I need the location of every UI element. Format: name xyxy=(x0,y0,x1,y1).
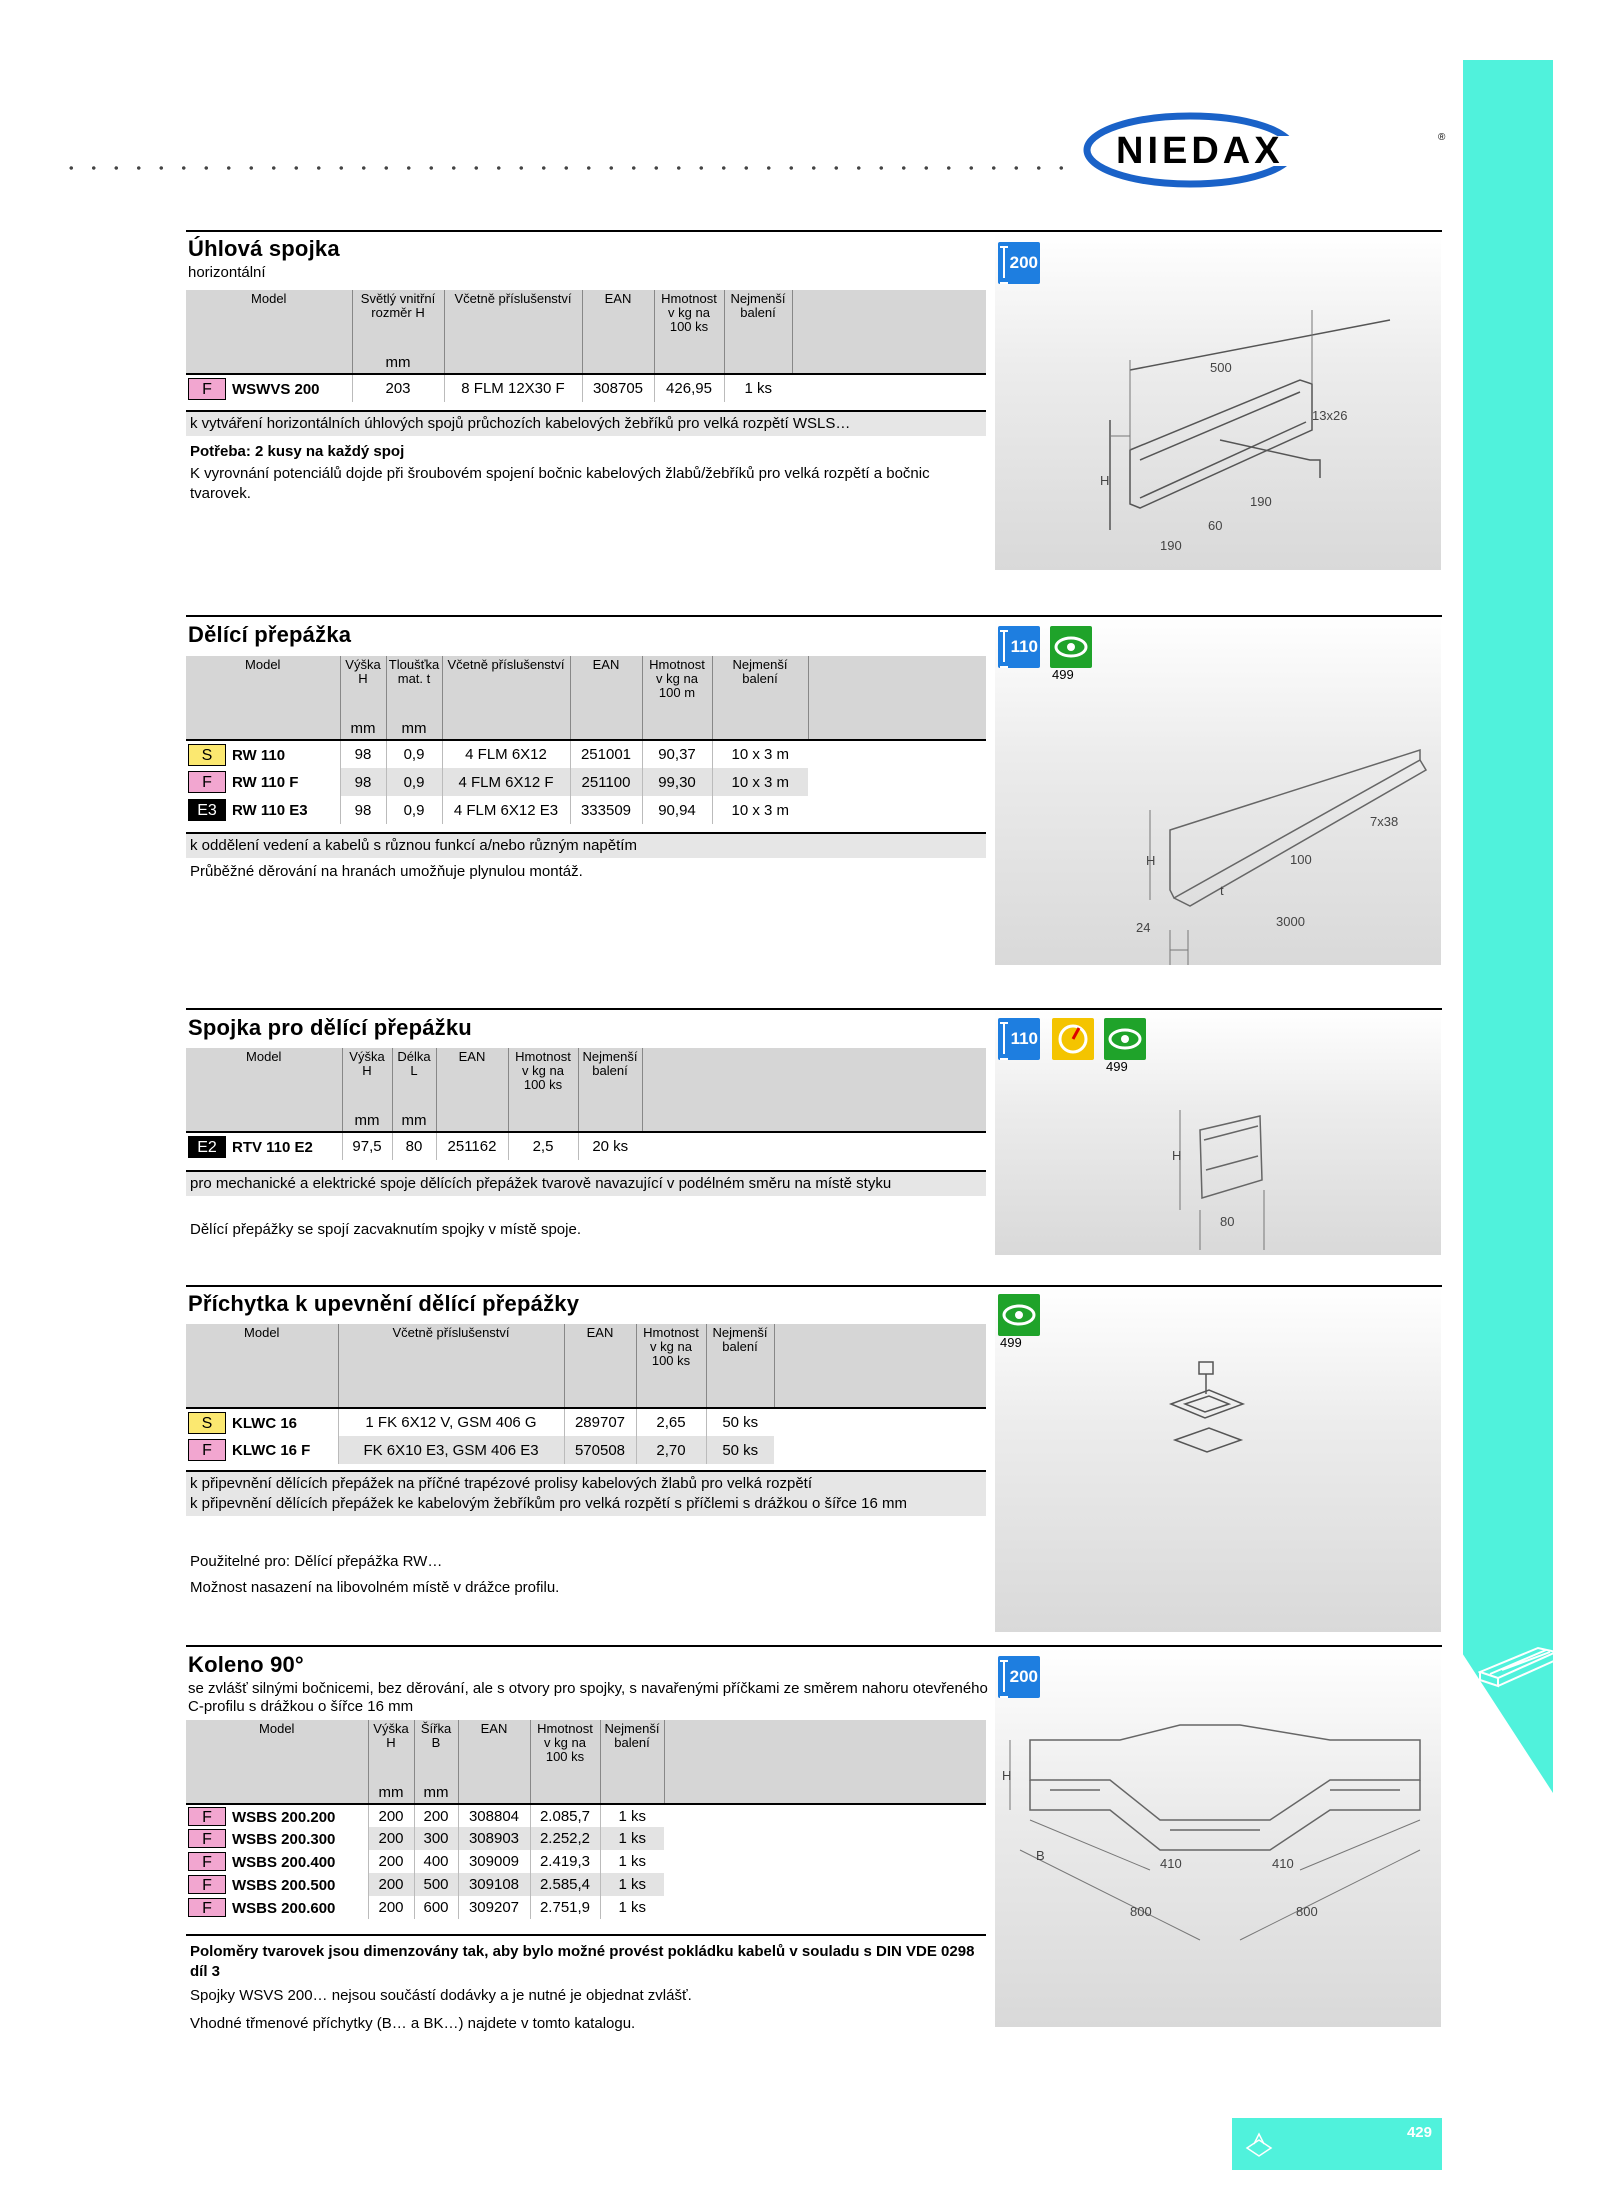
svg-text:®: ® xyxy=(1438,132,1446,143)
product-table: Model Včetně příslušenství EAN Hmotnost v kg na 100 ks Nejmenší balení S KLWC 16 1 FK 6X12 V, GSM 406 G 289707 2,65 50 ks F KLWC 16 F FK 6X10 E3, GSM 406 E3 570508 2,70 50 ks xyxy=(186,1324,986,1464)
product-table: Model Výška H Šířka B EAN Hmotnost v kg na 100 ks Nejmenší balení mm mm F WSBS 200.200 200 200 308804 2.085,7 1 ks F WSBS 200.300 200 300 308903 2.252,2 1 ks F WSBS 200.400 200 400 309009 2.419,3 1 ks F WSBS 200.500 200 500 309108 2.585,4 1 ks F WSBS 200.600 200 600 309207 2.751,9 1 ks xyxy=(186,1720,986,1919)
clamp-drawing xyxy=(1165,1360,1255,1460)
svg-text:H: H xyxy=(1172,1148,1182,1163)
section-title: Spojka pro dělící přepážku xyxy=(188,1015,472,1040)
section-title: Příchytka k upevnění dělící přepážky xyxy=(188,1291,580,1316)
svg-text:7x38: 7x38 xyxy=(1370,814,1399,829)
section-subtitle: se zvlášť silnými bočnicemi, bez děrování, ale s otvory pro spojky, s navařenými příčkami ze směrem nahoru otevřeného C-profilu s drážkou o šířce 16 mm xyxy=(188,1680,988,1715)
header-dotted-line xyxy=(60,166,1070,170)
cable-tray-icon xyxy=(1478,1630,1558,1690)
eye-icon xyxy=(998,1294,1040,1336)
cable-tray-icon xyxy=(1244,2128,1274,2158)
catalog-ref: 499 xyxy=(1000,1335,1022,1350)
table-row: F WSWVS 200 203 8 FLM 12X30 F 308705 426,95 1 ks xyxy=(186,374,986,402)
clock-icon xyxy=(1052,1018,1094,1060)
table-row: E2 RTV 110 E2 97,5 80 251162 2,5 20 ks xyxy=(186,1132,986,1160)
svg-text:24: 24 xyxy=(1136,920,1151,935)
eye-icon xyxy=(1050,626,1092,668)
corner-connector-drawing xyxy=(1090,300,1430,570)
dim-length: 500 xyxy=(1210,360,1232,375)
side-tab xyxy=(1463,60,1553,1793)
svg-text:100: 100 xyxy=(1290,852,1312,867)
dim-a: 190 xyxy=(1160,538,1182,553)
elbow-drawing xyxy=(1000,1720,1436,1970)
table-row: F RW 110 F 98 0,9 4 FLM 6X12 F 251100 99,30 10 x 3 m xyxy=(186,768,986,796)
svg-text:80: 80 xyxy=(1220,1214,1235,1229)
description: k připevnění dělících přepážek ke kabelovým žebříkům pro velká rozpětí s příčlemi s drážkou o šířce 16 mm xyxy=(186,1492,986,1516)
dim-h: H xyxy=(1100,473,1110,488)
section-title: Dělící přepážka xyxy=(188,622,352,647)
table-row: S KLWC 16 1 FK 6X12 V, GSM 406 G 289707 2,65 50 ks xyxy=(186,1408,986,1436)
divider-drawing xyxy=(1110,740,1430,965)
description: k oddělení vedení a kabelů s různou funkcí a/nebo různým napětím xyxy=(186,832,986,858)
brand-wordmark: NIEDAX xyxy=(1116,130,1284,172)
svg-text:H: H xyxy=(1146,853,1156,868)
height-200-icon: 200 xyxy=(998,1656,1040,1698)
svg-text:3000: 3000 xyxy=(1276,914,1305,929)
connector-drawing xyxy=(1160,1110,1300,1250)
section-subtitle: horizontální xyxy=(188,264,266,281)
description: k vytváření horizontálních úhlových spojů průchozích kabelových žebříků pro velká rozpětí WSLS… xyxy=(186,410,986,436)
height-110-icon: 110 xyxy=(998,626,1040,668)
svg-text:t: t xyxy=(1220,883,1224,898)
note: Vhodné třmenové příchytky (B… a BK…) najdete v tomto katalogu. xyxy=(190,2015,636,2032)
eye-icon xyxy=(1104,1018,1146,1060)
svg-text:410: 410 xyxy=(1160,1856,1182,1871)
table-row: F WSBS 200.600 200 600 309207 2.751,9 1 ks xyxy=(186,1896,986,1919)
note: Použitelné pro: Dělící přepážka RW… xyxy=(190,1553,443,1570)
note: Možnost nasazení na libovolném místě v drážce profilu. xyxy=(190,1579,560,1596)
product-table: Model Výška H Tloušťka mat. t Včetně příslušenství EAN Hmotnost v kg na 100 m Nejmenší balení mm mm S RW 110 98 0,9 4 FLM 6X12 251001 90,37 10 x 3 m F RW 110 F 98 0,9 4 FLM 6X12 F 251100 99,30 10 x 3 m E3 RW 110 E3 98 0,9 4 FLM 6X12 E3 333509 90,94 10 x 3 m xyxy=(186,656,986,824)
dim-c: 190 xyxy=(1250,494,1272,509)
table-row: F WSBS 200.300 200 300 308903 2.252,2 1 ks xyxy=(186,1827,986,1850)
note: Průběžné děrování na hranách umožňuje plynulou montáž. xyxy=(190,863,583,880)
standard-note: Poloměry tvarovek jsou dimenzovány tak, aby bylo možné provést pokládku kabelů v souladu s DIN VDE 0298 díl 3 xyxy=(186,1934,986,1984)
height-110-icon: 110 xyxy=(998,1018,1040,1060)
description: k připevnění dělících přepážek na příčné trapézové prolisy kabelových žlabů pro velká rozpětí xyxy=(186,1470,986,1494)
svg-text:800: 800 xyxy=(1130,1904,1152,1919)
table-row: F KLWC 16 F FK 6X10 E3, GSM 406 E3 570508 2,70 50 ks xyxy=(186,1436,986,1464)
niedax-logo xyxy=(1080,110,1450,190)
table-row: E3 RW 110 E3 98 0,9 4 FLM 6X12 E3 333509 90,94 10 x 3 m xyxy=(186,796,986,824)
svg-text:410: 410 xyxy=(1272,1856,1294,1871)
table-row: F WSBS 200.500 200 500 309108 2.585,4 1 ks xyxy=(186,1873,986,1896)
svg-text:B: B xyxy=(1036,1848,1045,1863)
product-table: Model Výška H Délka L EAN Hmotnost v kg na 100 ks Nejmenší balení mm mm E2 RTV 110 E2 97,5 80 251162 2,5 20 ks xyxy=(186,1048,986,1160)
section-title: Úhlová spojka xyxy=(188,236,340,261)
note: K vyrovnání potenciálů dojde při šroubovém spojení bočnic kabelových žlabů/žebříků pro velká rozpětí a bočnic tvarovek. xyxy=(190,465,930,502)
note: Spojky WSVS 200… nejsou součástí dodávky a je nutné je objednat zvlášť. xyxy=(190,1987,692,2004)
product-table: Model Světlý vnitřní rozměr H Včetně příslušenství EAN Hmotnost v kg na 100 ks Nejmenší balení mm F WSWVS 200 203 8 FLM 12X30 F 308705 426,95 1 ks xyxy=(186,290,986,402)
requirement-note: Potřeba: 2 kusy na každý spoj xyxy=(190,443,405,460)
page-number: 429 xyxy=(1406,2124,1432,2141)
catalog-ref: 499 xyxy=(1106,1059,1128,1074)
svg-text:H: H xyxy=(1002,1768,1012,1783)
dim-b: 60 xyxy=(1208,518,1223,533)
note: Dělící přepážky se spojí zacvaknutím spojky v místě spoje. xyxy=(190,1221,581,1238)
svg-text:800: 800 xyxy=(1296,1904,1318,1919)
table-row: S RW 110 98 0,9 4 FLM 6X12 251001 90,37 10 x 3 m xyxy=(186,740,986,768)
table-row: F WSBS 200.400 200 400 309009 2.419,3 1 ks xyxy=(186,1850,986,1873)
height-200-icon: 200 xyxy=(998,242,1040,284)
catalog-ref: 499 xyxy=(1052,667,1074,682)
dim-hole: 13x26 xyxy=(1312,408,1348,423)
page-footer xyxy=(1232,2118,1442,2170)
description: pro mechanické a elektrické spoje dělících přepážek tvarově navazující v podélném směru na místě styku xyxy=(186,1170,986,1196)
table-row: F WSBS 200.200 200 200 308804 2.085,7 1 ks xyxy=(186,1804,986,1827)
section-title: Koleno 90° xyxy=(188,1652,304,1677)
